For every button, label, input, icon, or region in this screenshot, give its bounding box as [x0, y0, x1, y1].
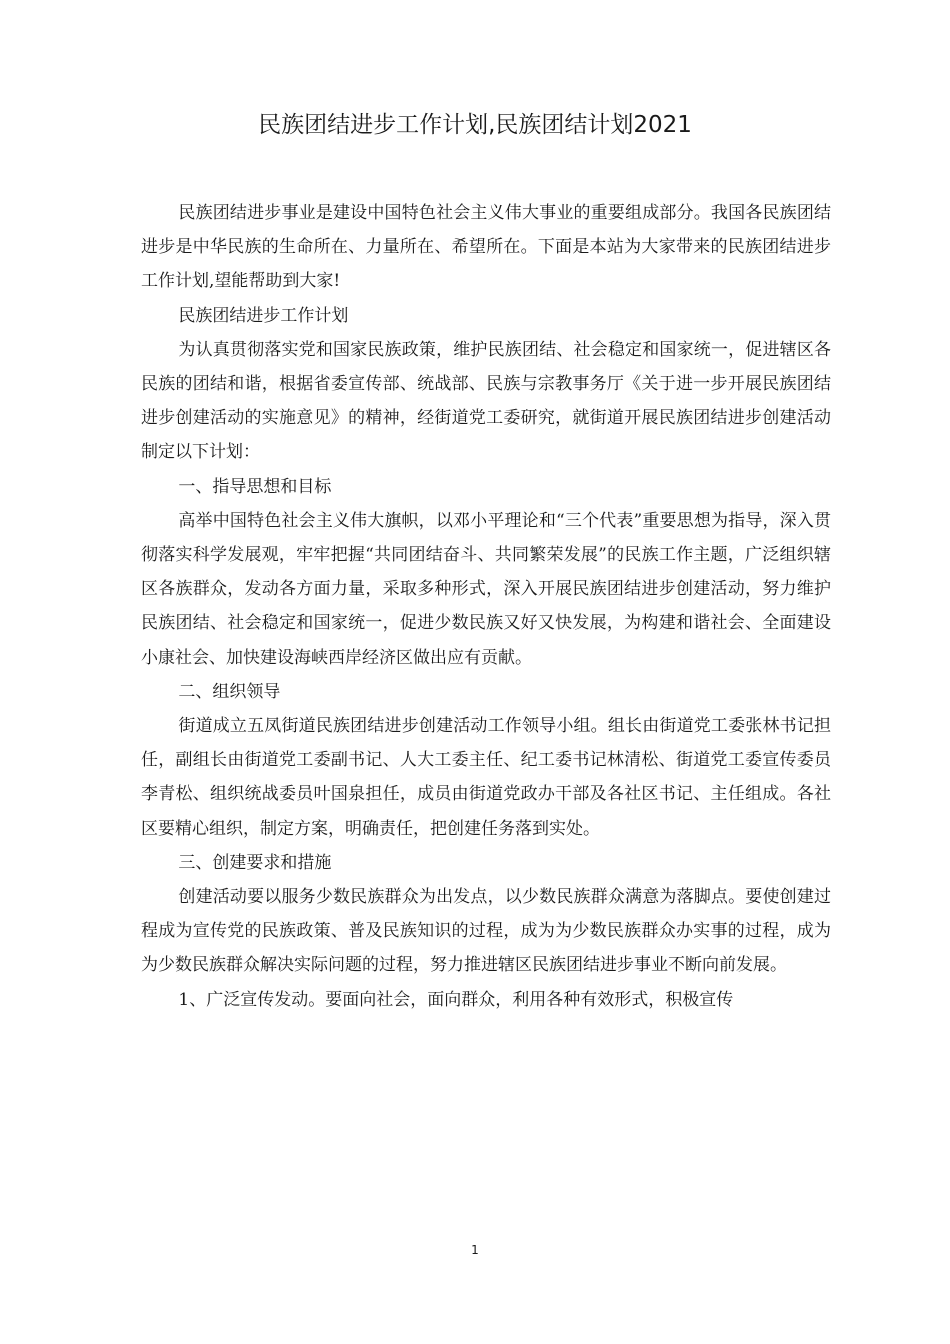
purpose-paragraph: 为认真贯彻落实党和国家民族政策，维护民族团结、社会稳定和国家统一，促进辖区各民族的团结和谐，根据省委宣传部、统战部、民族与宗教事务厅《关于进一步开展民族团结进步创建活动的实施意见》的精神，经街道党工委研究，就街道开展民族团结进步创建活动制定以下计划： [141, 339, 831, 463]
page-number: 1 [471, 1243, 479, 1257]
requirements-paragraph: 创建活动要以服务少数民族群众为出发点，以少数民族群众满意为落脚点。要使创建过程成为宣传党的民族政策、普及民族知识的过程，成为为少数民族群众办实事的过程，成为为少数民族群众解决实际问题的过程，努力推进辖区民族团结进步事业不断向前发展。 [141, 887, 831, 976]
section-heading-2: 二、组织领导 [178, 681, 281, 702]
document-title: 民族团结进步工作计划,民族团结计划2021 [258, 112, 692, 138]
document-body [141, 196, 831, 1017]
guiding-thought-paragraph: 高举中国特色社会主义伟大旗帜，以邓小平理论和“三个代表”重要思想为指导，深入贯彻落实科学发展观，牢牢把握“共同团结奋斗、共同繁荣发展”的民族工作主题，广泛组织辖区各族群众，发动各方面力量，采取多种形式，深入开展民族团结进步创建活动，努力维护民族团结、社会稳定和国家统一，促进少数民族又好又快发展，为构建和谐社会、全面建设小康社会、加快建设海峡西岸经济区做出应有贡献。 [141, 510, 831, 668]
measure-1-paragraph: 1、广泛宣传发动。要面向社会，面向群众，利用各种有效形式，积极宣传 [178, 989, 734, 1010]
intro-paragraph: 民族团结进步事业是建设中国特色社会主义伟大事业的重要组成部分。我国各民族团结进步是中华民族的生命所在、力量所在、希望所在。下面是本站为大家带来的民族团结进步工作计划,望能帮助到大家! [141, 203, 831, 292]
subtitle-paragraph: 民族团结进步工作计划 [178, 305, 349, 326]
section-heading-1: 一、指导思想和目标 [178, 476, 332, 497]
organization-paragraph: 街道成立五凤街道民族团结进步创建活动工作领导小组。组长由街道党工委张林书记担任，副组长由街道党工委副书记、人大工委主任、纪工委书记林清松、街道党工委宣传委员李青松、组织统战委员叶国泉担任，成员由街道党政办干部及各社区书记、主任组成。各社区要精心组织，制定方案，明确责任，把创建任务落到实处。 [141, 716, 831, 839]
section-heading-3: 三、创建要求和措施 [178, 852, 332, 873]
